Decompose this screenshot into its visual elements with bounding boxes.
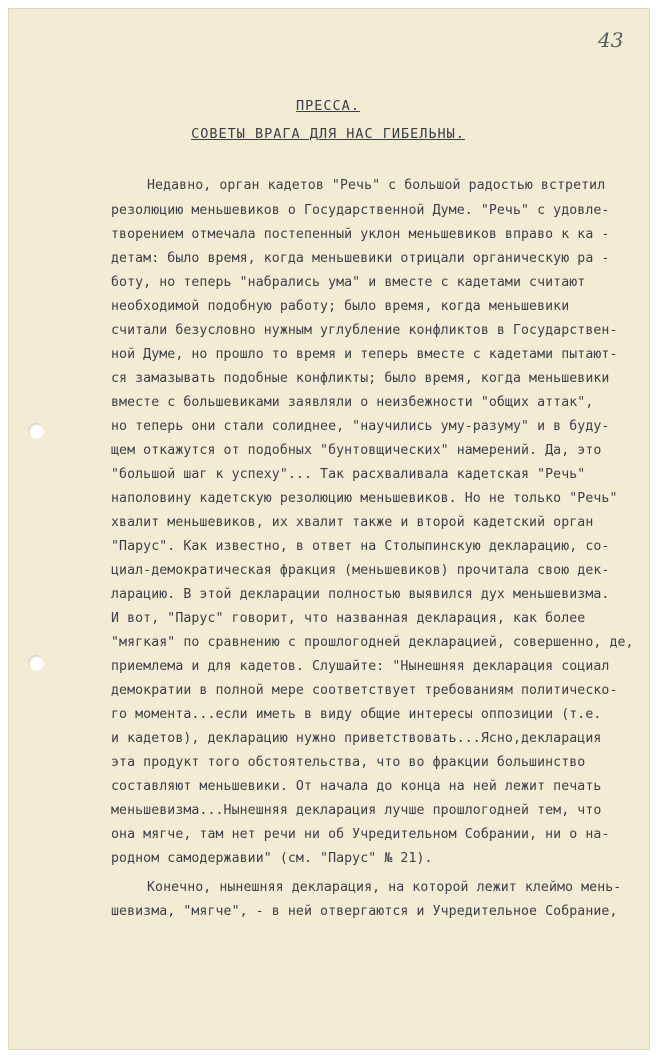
text-line: резолюцию меньшевиков о Государственной Думе. "Речь" с удовле- (111, 203, 610, 218)
page-number: 43 (598, 28, 624, 52)
text-line: меньшевизма...Нынешняя декларация лучше прошлогодней тем, что (111, 803, 602, 818)
text-line: хвалит меньшевиков, их хвалит также и второй кадетский орган (111, 515, 594, 530)
text-line: детам: было время, когда меньшевики отрицали органическую ра - (111, 251, 610, 266)
text-line: "мягкая" по сравнению с прошлогодней декларацией, совершенно, де, (111, 635, 634, 650)
text-line: "большой шаг к успеху"... Так расхваливала кадетская "Речь" (111, 467, 586, 482)
text-line: считали безусловно нужным углубление конфликтов в Государствен- (111, 323, 618, 338)
text-line: но теперь они стали солиднее, "научились уму-разуму" и в буду- (111, 419, 610, 434)
text-line: щем откажутся от подобных "бунтовщических" намерений. Да, это (111, 443, 602, 458)
text-line: го момента...если иметь в виду общие интересы оппозиции (т.е. (111, 707, 602, 722)
text-line: ной Думе, но прошло то время и теперь вместе с кадетами пытают- (111, 347, 618, 362)
text-line: ларацию. В этой декларации полностью выявился дух меньшевизма. (111, 587, 610, 602)
text-line: приемлема и для кадетов. Слушайте: "Нынешняя декларация социал (111, 659, 610, 674)
punch-hole-lower (28, 655, 44, 671)
text-line: демократии в полной мере соответствует требованиям политическо- (111, 683, 618, 698)
text-line: вместе с большевиками заявляли о неизбежности "общих аттак", (111, 395, 594, 410)
text-line: шевизма, "мягче", - в ней отвергаются и Учредительное Собрание, (111, 904, 618, 919)
text-line: Недавно, орган кадетов "Речь" с большой радостью встретил (147, 178, 606, 193)
text-line: ся замазывать подобные конфликты; было время, когда меньшевики (111, 371, 610, 386)
text-line: "Парус". Как известно, в ответ на Столыпинскую декларацию, со- (111, 539, 610, 554)
text-line: Конечно, нынешняя декларация, на которой лежит клеймо мень- (147, 880, 622, 895)
section-label: ПРЕССА. (296, 98, 360, 114)
text-line: И вот, "Парус" говорит, что названная декларация, как более (111, 611, 586, 626)
text-line: наполовину кадетскую резолюцию меньшевиков. Но не только "Речь" (111, 491, 618, 506)
punch-hole-upper (28, 423, 44, 439)
text-line: боту, но теперь "набрались ума" и вместе с кадетами считают (111, 275, 586, 290)
text-line: эта продукт того обстоятельства, что во фракции большинство (111, 755, 586, 770)
text-line: составляют меньшевики. От начала до конца на ней лежит печать (111, 779, 602, 794)
text-line: необходимой подобную работу; было время, когда меньшевики (111, 299, 570, 314)
text-line: циал-демократическая фракция (меньшевиков) прочитала свою дек- (111, 563, 610, 578)
text-line: творением отмечала постепенный уклон меньшевиков вправо к ка - (111, 227, 610, 242)
article-title: СОВЕТЫ ВРАГА ДЛЯ НАС ГИБЕЛЬНЫ. (191, 126, 465, 142)
text-line: она мягче, там нет речи ни об Учредительном Собрании, ни о на- (111, 827, 610, 842)
text-line: и кадетов), декларацию нужно приветствовать...Ясно,декларация (111, 731, 602, 746)
text-line: родном самодержавии" (см. "Парус" № 21). (111, 851, 433, 866)
